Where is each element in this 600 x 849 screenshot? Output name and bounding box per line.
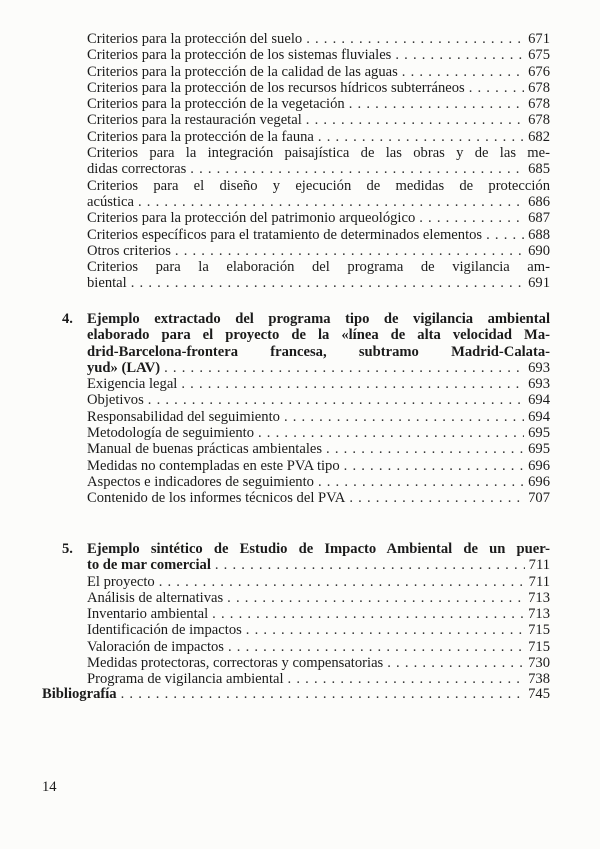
toc-entry[interactable] bbox=[87, 425, 550, 441]
dot-leader bbox=[349, 490, 524, 506]
dot-leader bbox=[387, 655, 524, 671]
section-4 bbox=[62, 311, 550, 507]
page-ref: 688 bbox=[528, 226, 550, 243]
entry-title-line: Medidas no contempladas en este PVA tipo bbox=[87, 457, 340, 474]
entry-last-line bbox=[87, 112, 550, 128]
page-ref: 715 bbox=[528, 638, 550, 655]
page-ref: 715 bbox=[528, 622, 550, 639]
toc-entry[interactable] bbox=[87, 227, 550, 243]
entry-last-line bbox=[87, 590, 550, 606]
dot-leader bbox=[121, 686, 525, 702]
page-ref: 678 bbox=[528, 96, 550, 113]
dot-leader bbox=[138, 194, 524, 210]
entry-last-line bbox=[87, 574, 550, 590]
entry-title-line: Criterios para la integración paisajística de las obras y de las me- bbox=[87, 145, 550, 162]
toc-entry[interactable] bbox=[87, 259, 550, 292]
entry-last-line bbox=[87, 441, 550, 457]
entry-title-line: Ejemplo sintético de Estudio de Impacto Ambiental de un puer- bbox=[87, 541, 550, 557]
dot-leader bbox=[306, 112, 524, 128]
toc-entry[interactable] bbox=[87, 129, 550, 145]
toc-entry[interactable] bbox=[87, 409, 550, 425]
page-ref: 678 bbox=[528, 79, 550, 96]
page-ref: 696 bbox=[528, 473, 550, 490]
page-ref: 693 bbox=[528, 376, 550, 393]
page-ref: 730 bbox=[528, 655, 550, 672]
dot-leader bbox=[402, 64, 524, 80]
page-ref: 690 bbox=[528, 242, 550, 259]
entry-last-line bbox=[87, 490, 550, 506]
entry-title-line: Criterios para la protección del patrimonio arqueológico bbox=[87, 210, 416, 227]
criterios-list bbox=[87, 31, 550, 292]
toc-entry[interactable] bbox=[87, 622, 550, 638]
dot-leader bbox=[258, 425, 524, 441]
page-ref: 676 bbox=[528, 63, 550, 80]
entry-title-line: Otros criterios bbox=[87, 242, 171, 259]
entry-title-line: Criterios para la protección del suelo bbox=[87, 31, 303, 47]
entry-last-line bbox=[87, 474, 550, 490]
dot-leader bbox=[284, 409, 524, 425]
dot-leader bbox=[349, 96, 524, 112]
page-ref: 711 bbox=[528, 557, 550, 574]
entry-last-line bbox=[87, 458, 550, 474]
toc-entry[interactable] bbox=[87, 590, 550, 606]
toc-entry[interactable] bbox=[87, 96, 550, 112]
toc-entry[interactable] bbox=[87, 64, 550, 80]
entry-last-line bbox=[87, 227, 550, 243]
entry-title-line: yud» (LAV) bbox=[87, 359, 161, 376]
page-number: 14 bbox=[42, 779, 57, 795]
entry-title-line: El proyecto bbox=[87, 573, 155, 590]
page-ref: 745 bbox=[528, 686, 550, 702]
toc-entry[interactable] bbox=[87, 31, 550, 47]
page-ref: 694 bbox=[528, 408, 550, 425]
page-ref: 687 bbox=[528, 210, 550, 227]
entry-last-line bbox=[87, 64, 550, 80]
toc-entry[interactable] bbox=[87, 639, 550, 655]
entry-last-line bbox=[87, 392, 550, 408]
section-heading[interactable] bbox=[62, 541, 550, 574]
entry-title-line: Programa de vigilancia ambiental bbox=[87, 671, 284, 688]
dot-leader bbox=[181, 376, 524, 392]
page-ref: 685 bbox=[528, 161, 550, 178]
toc-entry[interactable] bbox=[87, 574, 550, 590]
entry-last-line bbox=[87, 31, 550, 47]
entry-title-line: Valoración de impactos bbox=[87, 638, 224, 655]
dot-leader bbox=[212, 606, 524, 622]
entry-title-line: Criterios específicos para el tratamiento de determinados elementos bbox=[87, 226, 483, 243]
toc-entry[interactable] bbox=[87, 474, 550, 490]
page-ref: 695 bbox=[528, 425, 550, 442]
entry-last-line bbox=[87, 194, 550, 210]
entry-last-line bbox=[87, 275, 550, 291]
entry-title-line: Criterios para la restauración vegetal bbox=[87, 112, 302, 129]
toc-entry[interactable] bbox=[87, 178, 550, 211]
entry-title-line: biental bbox=[87, 275, 127, 292]
entry-last-line bbox=[87, 161, 550, 177]
dot-leader bbox=[344, 458, 524, 474]
dot-leader bbox=[318, 474, 524, 490]
entry-title-line: to de mar comercial bbox=[87, 557, 211, 574]
toc-entry[interactable] bbox=[87, 210, 550, 226]
dot-leader bbox=[419, 210, 524, 226]
entry-title-line: Criterios para la protección de los recursos hídricos subterráneos bbox=[87, 79, 465, 96]
dot-leader bbox=[215, 557, 525, 573]
entry-title-line: Criterios para la protección de la vegetación bbox=[87, 96, 345, 113]
entry-title-line: Criterios para la protección de los sistemas fluviales bbox=[87, 47, 392, 64]
page-ref: 678 bbox=[528, 112, 550, 129]
page-ref: 693 bbox=[528, 359, 550, 376]
entry-last-line bbox=[87, 409, 550, 425]
toc-entry[interactable] bbox=[87, 392, 550, 408]
toc-entry[interactable] bbox=[87, 47, 550, 63]
entry-title-line: Responsabilidad del seguimiento bbox=[87, 408, 280, 425]
dot-leader bbox=[131, 275, 524, 291]
toc-entry[interactable] bbox=[87, 458, 550, 474]
entry-last-line bbox=[87, 129, 550, 145]
entry-title-line: Contenido de los informes técnicos del PVA bbox=[87, 490, 346, 507]
entry-title-line: Objetivos bbox=[87, 392, 144, 409]
toc-entry[interactable] bbox=[87, 243, 550, 259]
dot-leader bbox=[148, 392, 524, 408]
dot-leader bbox=[227, 590, 524, 606]
entry-last-line bbox=[87, 243, 550, 259]
section-number: 4. bbox=[62, 311, 73, 327]
entry-title-line: Criterios para la protección de la calidad de las aguas bbox=[87, 63, 398, 80]
entry-title-line: Criterios para la protección de la fauna bbox=[87, 128, 314, 145]
page-ref: 695 bbox=[528, 441, 550, 458]
dot-leader bbox=[395, 47, 524, 63]
entry-title-line: Criterios para el diseño y ejecución de medidas de protección bbox=[87, 177, 550, 194]
entry-last-line bbox=[87, 606, 550, 622]
entry-title-line: drid-Barcelona-frontera francesa, subtramo Madrid-Calata- bbox=[87, 343, 550, 360]
entry-last-line bbox=[87, 622, 550, 638]
entry-last-line bbox=[87, 655, 550, 671]
entry-last-line bbox=[87, 557, 550, 573]
dot-leader bbox=[175, 243, 524, 259]
dot-leader bbox=[190, 161, 524, 177]
page-ref: 686 bbox=[528, 193, 550, 210]
dot-leader bbox=[469, 80, 524, 96]
entry-title-line: Análisis de alternativas bbox=[87, 589, 224, 606]
page-ref: 696 bbox=[528, 457, 550, 474]
toc-entry[interactable] bbox=[87, 376, 550, 392]
entry-last-line bbox=[87, 376, 550, 392]
page-ref: 707 bbox=[528, 490, 550, 507]
dot-leader bbox=[306, 31, 524, 47]
entry-title-line: didas correctoras bbox=[87, 161, 187, 178]
entry-title-line: Metodología de seguimiento bbox=[87, 425, 254, 442]
section-number: 5. bbox=[62, 541, 73, 557]
section-heading[interactable] bbox=[62, 311, 550, 376]
page-ref: 691 bbox=[528, 275, 550, 292]
entry-title-line: Ejemplo extractado del programa tipo de vigilancia ambiental bbox=[87, 311, 550, 327]
page-ref: 694 bbox=[528, 392, 550, 409]
entry-last-line bbox=[87, 639, 550, 655]
entry-last-line bbox=[87, 47, 550, 63]
entry-title-line: Exigencia legal bbox=[87, 376, 178, 393]
page-ref: 671 bbox=[528, 31, 550, 47]
page-ref: 711 bbox=[528, 573, 550, 590]
dot-leader bbox=[228, 639, 524, 655]
page-ref: 675 bbox=[528, 47, 550, 64]
dot-leader bbox=[318, 129, 524, 145]
entry-title-line: Identificación de impactos bbox=[87, 622, 242, 639]
toc-entry[interactable] bbox=[87, 112, 550, 128]
entry-title-line: Medidas protectoras, correctoras y compensatorias bbox=[87, 655, 384, 672]
page-ref: 682 bbox=[528, 128, 550, 145]
toc-entry[interactable] bbox=[87, 655, 550, 671]
entry-title-line: Criterios para la elaboración del programa de vigilancia am- bbox=[87, 259, 550, 276]
entry-title-line: elaborado para el proyecto de la «línea de alta velocidad Ma- bbox=[87, 327, 550, 344]
page-ref: 713 bbox=[528, 606, 550, 623]
entry-last-line bbox=[87, 210, 550, 226]
dot-leader bbox=[246, 622, 524, 638]
entry-title-line: Inventario ambiental bbox=[87, 606, 209, 623]
entry-last-line bbox=[87, 425, 550, 441]
toc-entry[interactable] bbox=[87, 80, 550, 96]
dot-leader bbox=[159, 574, 525, 590]
toc-entry[interactable] bbox=[87, 490, 550, 506]
entry-title-line: Manual de buenas prácticas ambientales bbox=[87, 441, 323, 458]
dot-leader bbox=[326, 441, 524, 457]
entry-title-line: Aspectos e indicadores de seguimiento bbox=[87, 473, 314, 490]
bibliography-title: Bibliografía bbox=[42, 686, 117, 702]
page-ref: 738 bbox=[528, 671, 550, 688]
entry-last-line bbox=[87, 80, 550, 96]
entry-last-line bbox=[87, 360, 550, 376]
toc-entry[interactable] bbox=[87, 606, 550, 622]
dot-leader bbox=[486, 227, 524, 243]
entry-last-line bbox=[87, 96, 550, 112]
entry-title-line: acústica bbox=[87, 193, 134, 210]
dot-leader bbox=[164, 360, 524, 376]
bibliography-entry[interactable] bbox=[42, 686, 550, 702]
page-ref: 713 bbox=[528, 589, 550, 606]
toc-entry[interactable] bbox=[87, 441, 550, 457]
section-5 bbox=[62, 541, 550, 688]
toc-entry[interactable] bbox=[87, 145, 550, 178]
